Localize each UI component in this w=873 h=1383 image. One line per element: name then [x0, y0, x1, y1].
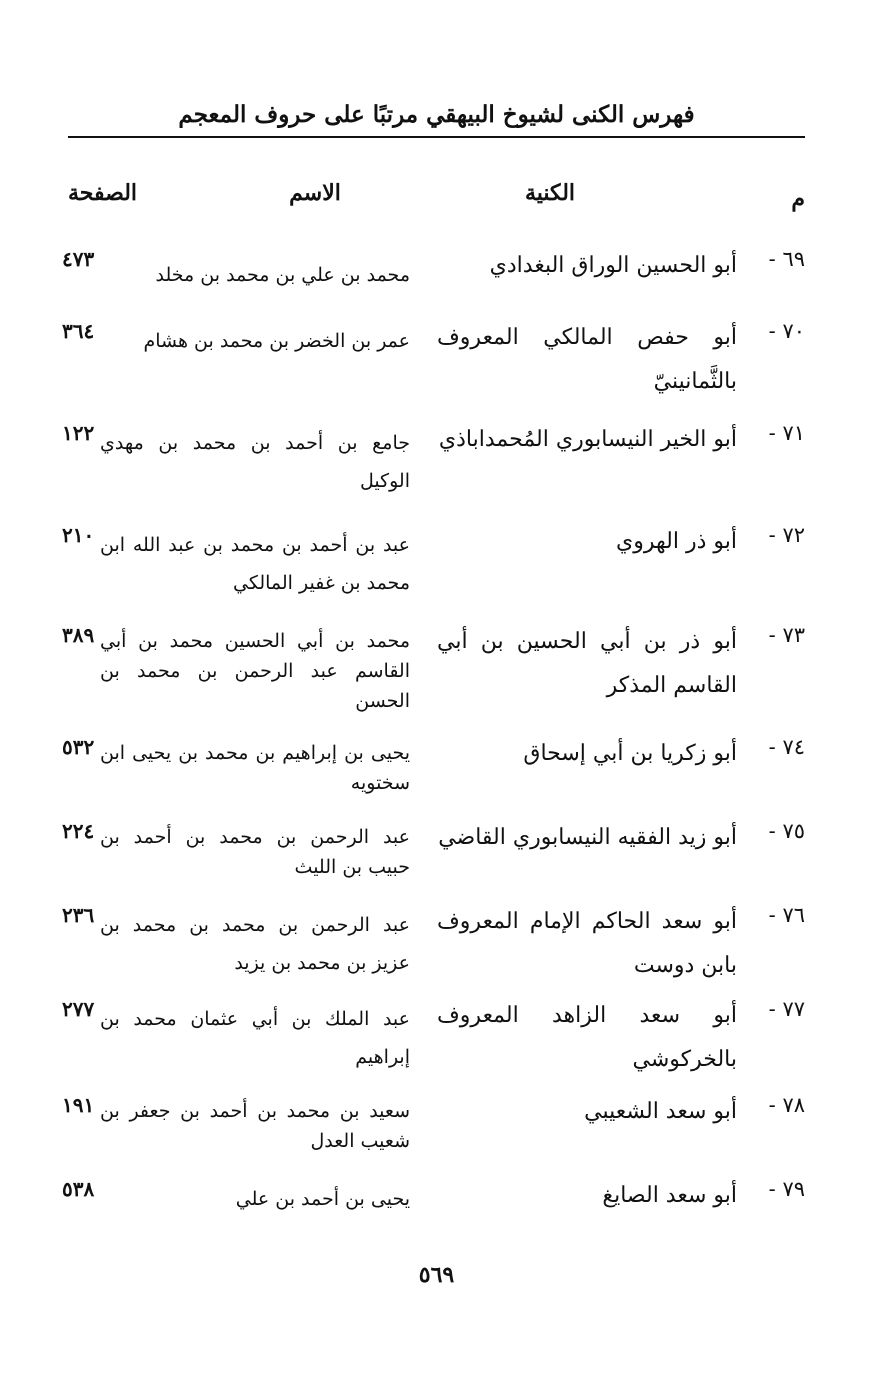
row-page: ٢٧٧: [62, 997, 95, 1021]
row-page: ٢٢٤: [62, 819, 95, 843]
page-header: [68, 100, 805, 138]
row-kunya: أبو الخير النيسابوري المُحمداباذي: [438, 427, 737, 452]
row-name: يحيى بن إبراهيم بن محمد بن يحيى ابن سختويه: [100, 742, 410, 794]
row-kunya: أبو سعد الشعيبي: [584, 1099, 737, 1124]
row-kunya: أبو ذر الهروي: [616, 529, 737, 554]
row-page: ٢٣٦: [62, 903, 95, 927]
row-name: يحيى بن أحمد بن علي: [235, 1188, 410, 1210]
row-name: سعيد بن محمد بن أحمد بن جعفر بن شعيب العدل: [100, 1100, 410, 1152]
row-kunya: أبو الحسين الوراق البغدادي: [489, 253, 737, 278]
row-number: ٧٢ -: [768, 523, 805, 547]
row-number: ٧٤ -: [768, 735, 805, 759]
column-header-name: الاسم: [289, 180, 341, 206]
column-header-number: م: [791, 186, 805, 212]
row-kunya: أبو زيد الفقيه النيسابوري القاضي: [438, 825, 737, 850]
row-number: ٧٦ -: [768, 903, 805, 927]
row-name: جامع بن أحمد بن محمد بن مهدي الوكيل: [100, 432, 410, 492]
row-page: ٥٣٨: [62, 1177, 95, 1201]
row-kunya: أبو سعد الحاكم الإمام المعروف بابن دوست: [437, 909, 737, 978]
row-number: ٧٣ -: [768, 623, 805, 647]
row-name: عبد بن أحمد بن محمد بن عبد الله ابن محمد بن غفير المالكي: [100, 534, 410, 594]
column-header-kunya: الكنية: [524, 180, 576, 206]
row-kunya: أبو سعد الصايغ: [602, 1183, 737, 1208]
row-number: ٧٥ -: [768, 819, 805, 843]
row-page: ٥٣٢: [62, 735, 95, 759]
row-number: ٧١ -: [768, 421, 805, 445]
row-kunya: أبو زكريا بن أبي إسحاق: [523, 741, 737, 766]
column-headers: [68, 180, 805, 220]
row-name: محمد بن علي بن محمد بن مخلد: [155, 264, 410, 286]
row-name: عبد الرحمن بن محمد بن أحمد بن حبيب بن الليث: [100, 826, 410, 878]
row-name: عمر بن الخضر بن محمد بن هشام: [143, 330, 410, 352]
row-name: عبد الملك بن أبي عثمان محمد بن إبراهيم: [100, 1008, 410, 1068]
row-kunya: أبو حفص المالكي المعروف بالثَّمانينيّ: [437, 325, 737, 394]
row-number: ٧٧ -: [768, 997, 805, 1021]
row-page: ٣٦٤: [62, 319, 95, 343]
page-title: فهرس الكنى لشيوخ البيهقي مرتبًا على حروف المعجم: [178, 101, 695, 128]
row-number: ٧٨ -: [768, 1093, 805, 1117]
page-number: ٥٦٩: [418, 1262, 455, 1288]
row-kunya: أبو سعد الزاهد المعروف بالخركوشي: [437, 1003, 737, 1072]
row-kunya: أبو ذر بن أبي الحسين بن أبي القاسم المذكر: [437, 629, 737, 698]
row-page: ٢١٠: [62, 523, 95, 547]
row-name: عبد الرحمن بن محمد بن محمد بن عزيز بن محمد بن يزيد: [100, 914, 410, 974]
row-number: ٧٠ -: [768, 319, 805, 343]
row-page: ٣٨٩: [62, 623, 95, 647]
row-page: ١٩١: [62, 1093, 95, 1117]
row-page: ٤٧٣: [62, 247, 95, 271]
row-name: محمد بن أبي الحسين محمد بن أبي القاسم عبد الرحمن بن محمد بن الحسن: [100, 630, 410, 712]
row-number: ٧٩ -: [768, 1177, 805, 1201]
column-header-page: الصفحة: [68, 180, 138, 206]
row-number: ٦٩ -: [768, 247, 805, 271]
row-page: ١٢٢: [62, 421, 95, 445]
